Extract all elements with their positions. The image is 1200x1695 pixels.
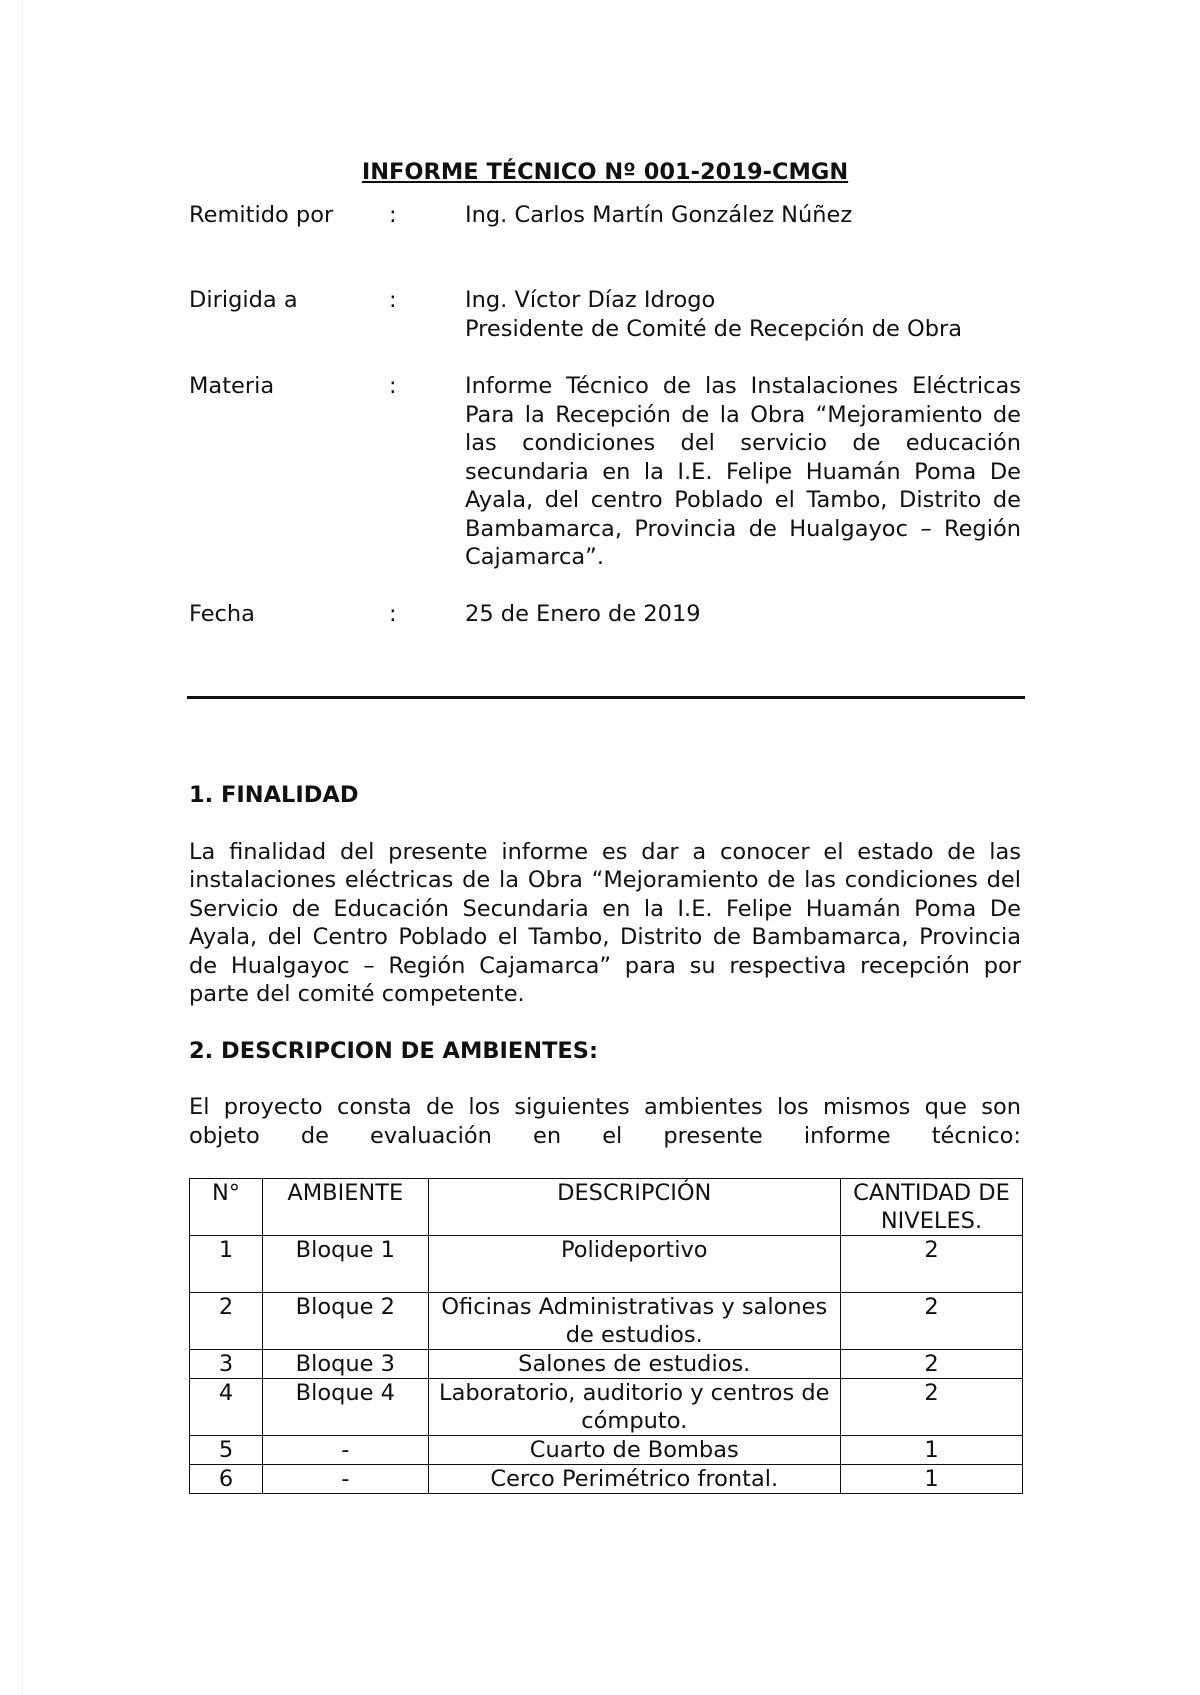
- table-cell: Cerco Perimétrico frontal.: [428, 1465, 840, 1494]
- table-row: [190, 1350, 1023, 1379]
- table-row: [190, 1436, 1023, 1465]
- table-cell: Bloque 4: [263, 1379, 429, 1436]
- table-cell: 5: [190, 1436, 263, 1465]
- table-cell: Salones de estudios.: [428, 1350, 840, 1379]
- header-cell: CANTIDAD DE NIVELES.: [840, 1179, 1022, 1236]
- header-cell: AMBIENTE: [263, 1179, 429, 1236]
- table-cell: 2: [840, 1236, 1022, 1293]
- meta-label: Dirigida a: [189, 287, 298, 313]
- recipient-role: Presidente de Comité de Recepción de Obra: [465, 315, 963, 342]
- header-cell: N°: [190, 1179, 263, 1236]
- meta-label: Fecha: [189, 600, 255, 627]
- table-cell: 2: [840, 1350, 1022, 1379]
- meta-colon: :: [389, 287, 397, 313]
- table-cell: Bloque 2: [263, 1293, 429, 1350]
- table-cell: Bloque 1: [263, 1236, 429, 1293]
- page-edge: [22, 0, 23, 1695]
- table-cell: -: [263, 1465, 429, 1494]
- table-cell: Laboratorio, auditorio y centros de cómputo.: [428, 1379, 840, 1436]
- table-cell: Polideportivo: [428, 1236, 840, 1293]
- table-row: [190, 1236, 1023, 1293]
- ambientes-table: [189, 1178, 1023, 1494]
- meta-label: Materia: [189, 373, 275, 399]
- section-heading: 1. FINALIDAD: [189, 782, 359, 808]
- table-cell: 2: [190, 1293, 263, 1350]
- meta-colon: :: [389, 201, 397, 228]
- table-cell: 4: [190, 1379, 263, 1436]
- table-cell: Cuarto de Bombas: [428, 1436, 840, 1465]
- table-cell: Bloque 3: [263, 1350, 429, 1379]
- table-cell: Oficinas Administrativas y salones de estudios.: [428, 1293, 840, 1350]
- meta-value: [465, 286, 1021, 343]
- table-row: [190, 1379, 1023, 1436]
- meta-colon: :: [389, 373, 397, 399]
- document-title: INFORME TÉCNICO Nº 001-2019-CMGN: [361, 159, 849, 185]
- meta-materia: [189, 372, 1021, 572]
- meta-colon: :: [389, 600, 397, 627]
- table-cell: 3: [190, 1350, 263, 1379]
- meta-fecha: [189, 600, 1021, 629]
- section-paragraph: El proyecto consta de los siguientes ambientes los mismos que son objeto de evaluación en el presente informe técnico:: [189, 1094, 1021, 1149]
- meta-remitido: [189, 201, 1021, 230]
- section-heading: 2. DESCRIPCION DE AMBIENTES:: [189, 1037, 598, 1064]
- document-body: [189, 158, 1021, 1494]
- meta-value: Ing. Carlos Martín González Núñez: [465, 201, 853, 228]
- meta-value: 25 de Enero de 2019: [465, 600, 701, 627]
- header-cell: DESCRIPCIÓN: [428, 1179, 840, 1236]
- table-cell: 2: [840, 1293, 1022, 1350]
- table-cell: 6: [190, 1465, 263, 1494]
- horizontal-rule: [187, 696, 1025, 699]
- meta-dirigida: [189, 286, 1021, 343]
- meta-value: Informe Técnico de las Instalaciones Eléctricas Para la Recepción de la Obra “Mejoramiento de las condiciones del servicio de educación secundaria en la I.E. Felipe Huamán Poma De Ayala, del centro Poblado el Tambo, Distrito de Bambamarca, Provincia de Hualgayoc – Región Cajamarca”.: [465, 373, 1021, 570]
- section-paragraph: La finalidad del presente informe es dar a conocer el estado de las instalaciones eléctricas de la Obra “Mejoramiento de las condiciones del Servicio de Educación Secundaria en la I.E. Felipe Huamán Poma De Ayala, del Centro Poblado el Tambo, Distrito de Bambamarca, Provincia de Hualgayoc – Región Cajamarca” para su respectiva recepción por parte del comité competente.: [189, 838, 1021, 1007]
- recipient-name: Ing. Víctor Díaz Idrogo: [465, 287, 716, 313]
- meta-label: Remitido por: [189, 201, 334, 228]
- table-cell: 2: [840, 1379, 1022, 1436]
- table-cell: 1: [840, 1436, 1022, 1465]
- table-cell: -: [263, 1436, 429, 1465]
- table-cell: 1: [840, 1465, 1022, 1494]
- table-row: [190, 1465, 1023, 1494]
- table-cell: 1: [190, 1236, 263, 1293]
- table-header-row: [190, 1179, 1023, 1236]
- table-row: [190, 1293, 1023, 1350]
